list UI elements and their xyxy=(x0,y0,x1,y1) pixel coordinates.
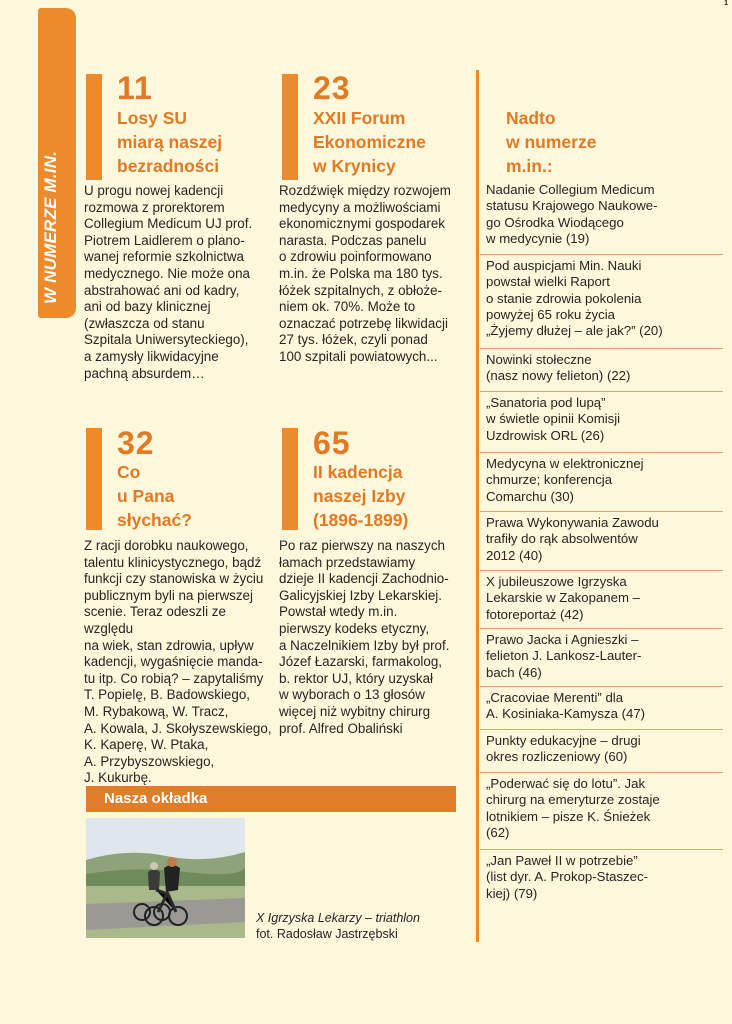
article-text-line: dzieje II kadencji Zachodnio- xyxy=(279,571,449,587)
sidebar-item-line: o stanie zdrowia pokolenia xyxy=(486,290,642,306)
article-text-line: tu itp. Co robią? – zapytaliśmy xyxy=(84,670,264,686)
sidebar-item-line: fotoreportaż (42) xyxy=(486,606,584,622)
sidebar-item-line: go Ośrodka Wiodącego xyxy=(486,214,624,230)
article-32-title: Co u Pana słychać? xyxy=(117,462,192,530)
sidebar-item-line: lotnikiem – pisze K. Śnieżek xyxy=(486,808,651,824)
sidebar-item-line: „Sanatoria pod lupą” xyxy=(486,395,606,410)
article-23-summary xyxy=(279,183,474,366)
article-text-line: talentu klinicystycznego, bądź xyxy=(84,554,262,570)
article-11-page-number: 11 xyxy=(117,70,153,106)
sidebar-item xyxy=(486,258,716,339)
article-text-line: Szpitala Uniwersyteckiego), xyxy=(84,332,249,348)
page-number: 1 xyxy=(724,0,728,7)
sidebar-item-line: okres rozliczeniowy (60) xyxy=(486,749,628,765)
sidebar-item xyxy=(486,733,716,766)
article-text-line: J. Kukurbę. xyxy=(84,770,152,786)
cover-label: Nasza okładka xyxy=(104,790,208,807)
sidebar-item-line: Nadanie Collegium Medicum xyxy=(486,182,655,197)
article-text-line: kadencji, wygaśnięcie manda- xyxy=(84,654,263,670)
sidebar-item-line: w świetle opinii Komisji xyxy=(486,411,621,427)
sidebar-item-line: trafiły do rąk absolwentów xyxy=(486,531,638,547)
sidebar-item-line: Nowinki stołeczne xyxy=(486,352,592,367)
article-text-line: 100 szpitali powiatowych... xyxy=(279,348,438,364)
article-23-accent-bar xyxy=(282,74,298,180)
sidebar-item-line: A. Kosiniaka-Kamysza (47) xyxy=(486,706,646,722)
article-65-title: II kadencja naszej Izby (1896-1899) xyxy=(313,462,409,530)
article-text-line: medycznego. Nie może ona xyxy=(84,265,250,281)
article-65-accent-bar xyxy=(282,428,298,530)
sidebar-item xyxy=(486,690,716,723)
article-65-summary xyxy=(279,538,474,737)
sidebar-item-line: bach (46) xyxy=(486,664,542,680)
article-text-line: a Naczelnikiem Izby był prof. xyxy=(279,637,450,653)
article-text-line: Galicyjskiej Izby Lekarskiej. xyxy=(279,587,442,603)
sidebar-separator xyxy=(480,348,723,349)
article-text-line: wanej reformie szkolnictwa xyxy=(84,249,245,265)
sidebar-separator xyxy=(480,391,723,392)
article-32-accent-bar xyxy=(86,428,102,530)
sidebar-item-line: kiej) (79) xyxy=(486,885,538,901)
article-text-line: ekonomicznymi gospodarek xyxy=(279,216,445,232)
sidebar-item-line: Prawa Wykonywania Zawodu xyxy=(486,515,659,530)
cover-photo xyxy=(86,818,245,938)
sidebar-item-line: Pod auspicjami Min. Nauki xyxy=(486,258,642,273)
article-23-title: XXII Forum Ekonomiczne w Krynicy xyxy=(313,108,426,176)
cover-caption: X Igrzyska Lekarzy – triathlon fot. Radosław Jastrzębski xyxy=(256,911,420,941)
article-text-line: medycyny a możliwościami xyxy=(279,199,441,215)
article-text-line: łamach przedstawiamy xyxy=(279,554,416,570)
sidebar-item-line: Prawo Jacka i Agnieszki – xyxy=(486,632,639,647)
sidebar-item-line: (list dyr. A. Prokop-Staszec- xyxy=(486,869,648,885)
sidebar-item xyxy=(486,182,716,247)
sidebar-separator xyxy=(480,511,723,512)
sidebar-separator xyxy=(480,849,723,850)
article-text-line: m.in. że Polska ma 180 tys. xyxy=(279,265,443,281)
sidebar-item xyxy=(486,853,716,902)
sidebar-item-line: „Poderwać się do lotu”. Jak xyxy=(486,776,646,791)
article-text-line: publicznym byli na pierwszej xyxy=(84,587,253,603)
sidebar-item-line: w medycynie (19) xyxy=(486,230,590,246)
article-text-line: Rozdźwięk między rozwojem xyxy=(279,183,451,198)
article-32-page-number: 32 xyxy=(117,425,155,461)
sidebar-item-line: (nasz nowy felieton) (22) xyxy=(486,368,631,384)
sidebar-separator xyxy=(480,452,723,453)
article-text-line: A. Kowala, J. Skołyszewskiego, xyxy=(84,720,272,736)
sidebar-item-line: chmurze; konferencja xyxy=(486,472,613,488)
article-text-line: Józef Łazarski, farmakolog, xyxy=(279,654,442,670)
article-text-line: o zdrowiu poinformowano xyxy=(279,249,432,265)
sidebar-item-line: chirurg na emeryturze zostaje xyxy=(486,792,660,808)
section-tab-label: W NUMERZE M.IN. xyxy=(41,150,60,304)
sidebar-item-line: „Jan Paweł II w potrzebie” xyxy=(486,853,638,868)
article-text-line: Powstał wtedy m.in. xyxy=(279,604,398,620)
sidebar-item xyxy=(486,395,716,444)
article-text-line: K. Kaperę, W. Ptaka, xyxy=(84,737,209,753)
sidebar-item-line: „Żyjemy dłużej – ale jak?” (20) xyxy=(486,323,663,339)
sidebar-item-line: „Cracoviae Merenti” dla xyxy=(486,690,624,705)
article-text-line: T. Popielę, B. Badowskiego, xyxy=(84,687,250,703)
article-text-line: na wiek, stan zdrowia, upływ xyxy=(84,637,254,653)
sidebar-item-line: Uzdrowisk ORL (26) xyxy=(486,427,605,443)
sidebar-item xyxy=(486,632,716,681)
sidebar-item-line: 2012 (40) xyxy=(486,547,543,563)
article-11-title: Losy SU miarą naszej bezradności xyxy=(117,108,223,176)
sidebar-item xyxy=(486,776,716,841)
sidebar-separator xyxy=(480,686,723,687)
article-text-line: Z racji dorobku naukowego, xyxy=(84,538,249,553)
sidebar-item-line: X jubileuszowe Igrzyska xyxy=(486,574,627,589)
article-text-line: 27 tys. łóżek, czyli ponad xyxy=(279,332,428,348)
sidebar-separator xyxy=(480,254,723,255)
article-text-line: ani od bazy klinicznej xyxy=(84,299,211,315)
sidebar-item-line: Comarchu (30) xyxy=(486,488,574,504)
article-65-page-number: 65 xyxy=(313,425,351,461)
article-text-line: narasta. Podczas panelu xyxy=(279,232,427,248)
article-text-line: pierwszy kodeks etyczny, xyxy=(279,620,430,636)
article-text-line: scenie. Teraz odeszli ze względu xyxy=(84,604,226,636)
article-text-line: a zamysły likwidacyjne xyxy=(84,348,219,364)
sidebar-separator xyxy=(480,729,723,730)
sidebar-separator xyxy=(480,772,723,773)
sidebar-item-line: powstał wielki Raport xyxy=(486,274,610,290)
article-text-line: więcej niż wybitny chirurg xyxy=(279,703,431,719)
article-23-page-number: 23 xyxy=(313,70,351,106)
article-text-line: pachną absurdem… xyxy=(84,365,205,381)
article-text-line: Piotrem Laidlerem o plano- xyxy=(84,232,245,248)
sidebar-item-line: statusu Krajowego Naukowe- xyxy=(486,198,658,214)
article-text-line: U progu nowej kadencji xyxy=(84,183,224,198)
sidebar-title: Nadto w numerze m.in.: xyxy=(506,108,597,176)
cover-label-band xyxy=(86,786,456,812)
sidebar-item-line: Punkty edukacyjne – drugi xyxy=(486,733,641,748)
sidebar-item-line: powyżej 65 roku życia xyxy=(486,306,616,322)
article-text-line: niem ok. 70%. Może to xyxy=(279,299,416,315)
article-text-line: (zwłaszcza od stanu xyxy=(84,315,205,331)
article-11-summary xyxy=(84,183,274,382)
article-text-line: M. Rybakową, W. Tracz, xyxy=(84,703,229,719)
sidebar-item xyxy=(486,352,716,385)
sidebar-item-line: Medycyna w elektronicznej xyxy=(486,456,644,471)
article-text-line: łóżek szpitalnych, z obłoże- xyxy=(279,282,442,298)
article-text-line: funkcji czy stanowiska w życiu xyxy=(84,571,264,587)
article-text-line: abstrahować ani od kadry, xyxy=(84,282,240,298)
sidebar-separator xyxy=(480,628,723,629)
sidebar-item xyxy=(486,456,716,505)
article-text-line: prof. Alfred Obaliński xyxy=(279,720,403,736)
article-text-line: oznaczać potrzebę likwidacji xyxy=(279,315,448,331)
article-32-summary xyxy=(84,538,274,787)
article-text-line: A. Przybyszowskiego, xyxy=(84,753,215,769)
sidebar-item-line: Lekarskie w Zakopanem – xyxy=(486,590,640,606)
sidebar-separator xyxy=(480,570,723,571)
article-text-line: rozmowa z prorektorem xyxy=(84,199,225,215)
article-11-accent-bar xyxy=(86,74,102,180)
sidebar-accent-line xyxy=(476,70,479,942)
article-text-line: w wyborach o 13 głosów xyxy=(279,687,425,703)
sidebar-item xyxy=(486,515,716,564)
sidebar-item-line: (62) xyxy=(486,824,510,840)
article-text-line: Collegium Medicum UJ prof. xyxy=(84,216,253,232)
article-text-line: Po raz pierwszy na naszych xyxy=(279,538,445,553)
sidebar-item xyxy=(486,574,716,623)
article-text-line: b. rektor UJ, który uzyskał xyxy=(279,670,434,686)
sidebar-item-line: felieton J. Lankosz-Lauter- xyxy=(486,648,642,664)
